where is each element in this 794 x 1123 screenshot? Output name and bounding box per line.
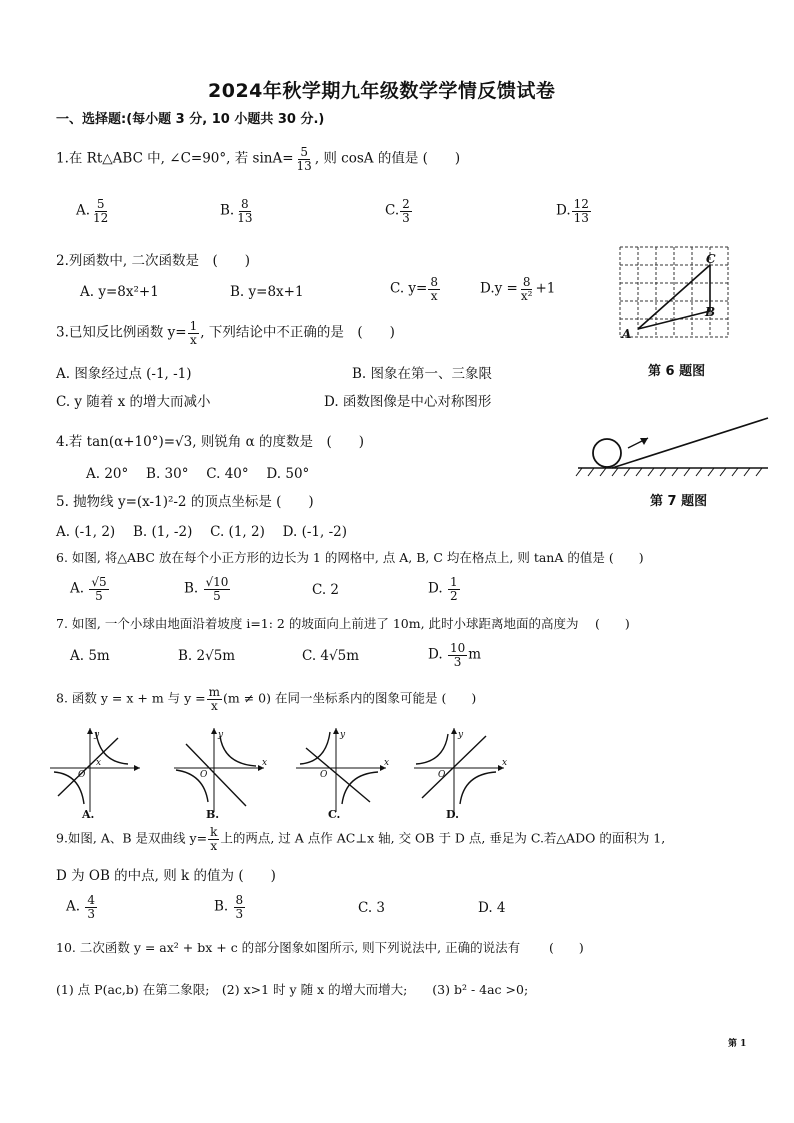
- q8-label-d: D.: [446, 808, 459, 821]
- q1-option-b: B. $\frac{8}{13}$: [220, 197, 253, 225]
- question-9-line2: D 为 OB 的中点, 则 k 的值为 ( ): [56, 868, 276, 884]
- q1-text-post: , 则 cosA 的值是 ( ): [314, 150, 461, 167]
- q5-options: A. (-1, 2) B. (1, -2) C. (1, 2) D. (-1, -2): [56, 524, 347, 540]
- question-3: 3.已知反比例函数 y= $\frac{1}{x}$ , 下列结论中不正确的是 ( ): [56, 319, 395, 347]
- q8c-y: y: [340, 730, 346, 740]
- figure-7-slope: [572, 414, 772, 478]
- page-title: 2024年秋学期九年级数学学情反馈试卷: [208, 80, 556, 102]
- q2-option-b: B. y=8x+1: [230, 284, 304, 300]
- q2-option-a: A. y=8x²+1: [80, 284, 159, 300]
- question-1: [56, 146, 460, 172]
- q6-option-a: A. $\frac{√5}{5}$: [70, 575, 107, 603]
- q1-fraction: $\frac{5}{13}$: [296, 145, 312, 173]
- q8-label-a: A.: [82, 808, 95, 821]
- fig7-caption: 第 7 题图: [650, 494, 708, 509]
- q9-option-c: C. 3: [358, 900, 386, 916]
- q1-option-d: D. $\frac{12}{13}$: [556, 197, 589, 225]
- question-4: 4.若 tan(α+10°)=√3, 则锐角 α 的度数是 ( ): [56, 434, 365, 450]
- q8a-o: O: [78, 770, 86, 780]
- question-7: 7. 如图, 一个小球由地面沿着坡度 i=1: 2 的坡面向上前进了 10m, 此时小球距离地面的高度为 ( ): [56, 616, 630, 631]
- q9-option-d: D. 4: [478, 900, 506, 916]
- q8-label-c: C.: [328, 808, 341, 821]
- q2-option-d: D.y = $\frac{8}{\text{x²}}$ +1: [480, 275, 556, 303]
- q3-option-b: B. 图象在第一、三象限: [352, 366, 493, 382]
- q7-option-c: C. 4√5m: [302, 648, 360, 664]
- q6-option-c: C. 2: [312, 582, 340, 598]
- q1-option-c: C. $\frac{2}{3}$: [385, 197, 410, 225]
- q6-option-d: D. $\frac{1}{2}$: [428, 575, 458, 603]
- fig6-label-b: B: [705, 305, 716, 319]
- q8b-y: y: [218, 730, 224, 740]
- q7-option-b: B. 2√5m: [178, 648, 236, 664]
- q8a-y: y: [94, 730, 100, 740]
- q8b-o: O: [200, 770, 208, 780]
- question-9: 9.如图, A、B 是双曲线 y= $\frac{k}{x}$ 上的两点, 过 A 点作 AC⊥x 轴, 交 OB 于 D 点, 垂足为 C.若△ADO 的面积为 1,: [56, 825, 666, 853]
- q1-option-a: A. $\frac{5}{12}$: [76, 197, 109, 225]
- q8d-x: x: [502, 758, 508, 768]
- q6-option-b: B. $\frac{√10}{5}$: [184, 575, 229, 603]
- q8-label-b: B.: [206, 808, 220, 821]
- question-5: 5. 抛物线 y=(x-1)²-2 的顶点坐标是 ( ): [56, 494, 314, 510]
- question-10-line2: (1) 点 P(ac,b) 在第二象限; (2) x>1 时 y 随 x 的增大而增大; (3) b² - 4ac >0;: [56, 982, 529, 997]
- page-number: 第 1: [728, 1039, 747, 1049]
- fig6-label-c: C: [706, 252, 716, 266]
- q9-option-a: A. $\frac{4}{3}$: [66, 893, 95, 921]
- question-8: 8. 函数 y = x + m 与 y = $\frac{m}{x}$ (m ≠ 0) 在同一坐标系内的图象可能是 ( ): [56, 685, 477, 713]
- q1-text-pre: 1.在 Rt△ABC 中, ∠C=90°, 若 sinA=: [56, 150, 294, 167]
- q8a-x: x: [96, 758, 102, 768]
- q7-option-a: A. 5m: [70, 648, 110, 664]
- q3-option-d: D. 函数图像是中心对称图形: [324, 394, 492, 410]
- fig6-label-a: A: [622, 327, 632, 341]
- q8d-y: y: [458, 730, 464, 740]
- section-heading: 一、选择题:(每小题 3 分, 10 小题共 30 分.): [56, 112, 325, 127]
- q8b-x: x: [262, 758, 268, 768]
- q8c-x: x: [384, 758, 390, 768]
- q8c-o: O: [320, 770, 328, 780]
- q8d-o: O: [438, 770, 446, 780]
- question-6: 6. 如图, 将△ABC 放在每个小正方形的边长为 1 的网格中, 点 A, B, C 均在格点上, 则 tanA 的值是 ( ): [56, 550, 644, 565]
- question-10: 10. 二次函数 y = ax² + bx + c 的部分图象如图所示, 则下列说法中, 正确的说法有 ( ): [56, 940, 584, 955]
- q3-option-c: C. y 随着 x 的增大而减小: [56, 394, 211, 410]
- q9-option-b: B. $\frac{8}{3}$: [214, 893, 244, 921]
- q3-option-a: A. 图象经过点 (-1, -1): [56, 366, 192, 382]
- q4-options: A. 20° B. 30° C. 40° D. 50°: [86, 466, 310, 482]
- fig6-caption: 第 6 题图: [648, 364, 706, 379]
- question-2: 2.列函数中, 二次函数是 ( ): [56, 253, 250, 269]
- q2-option-c: C. y= $\frac{8}{x}$: [390, 275, 439, 303]
- q7-option-d: D. $\frac{10}{3}$ m: [428, 641, 482, 669]
